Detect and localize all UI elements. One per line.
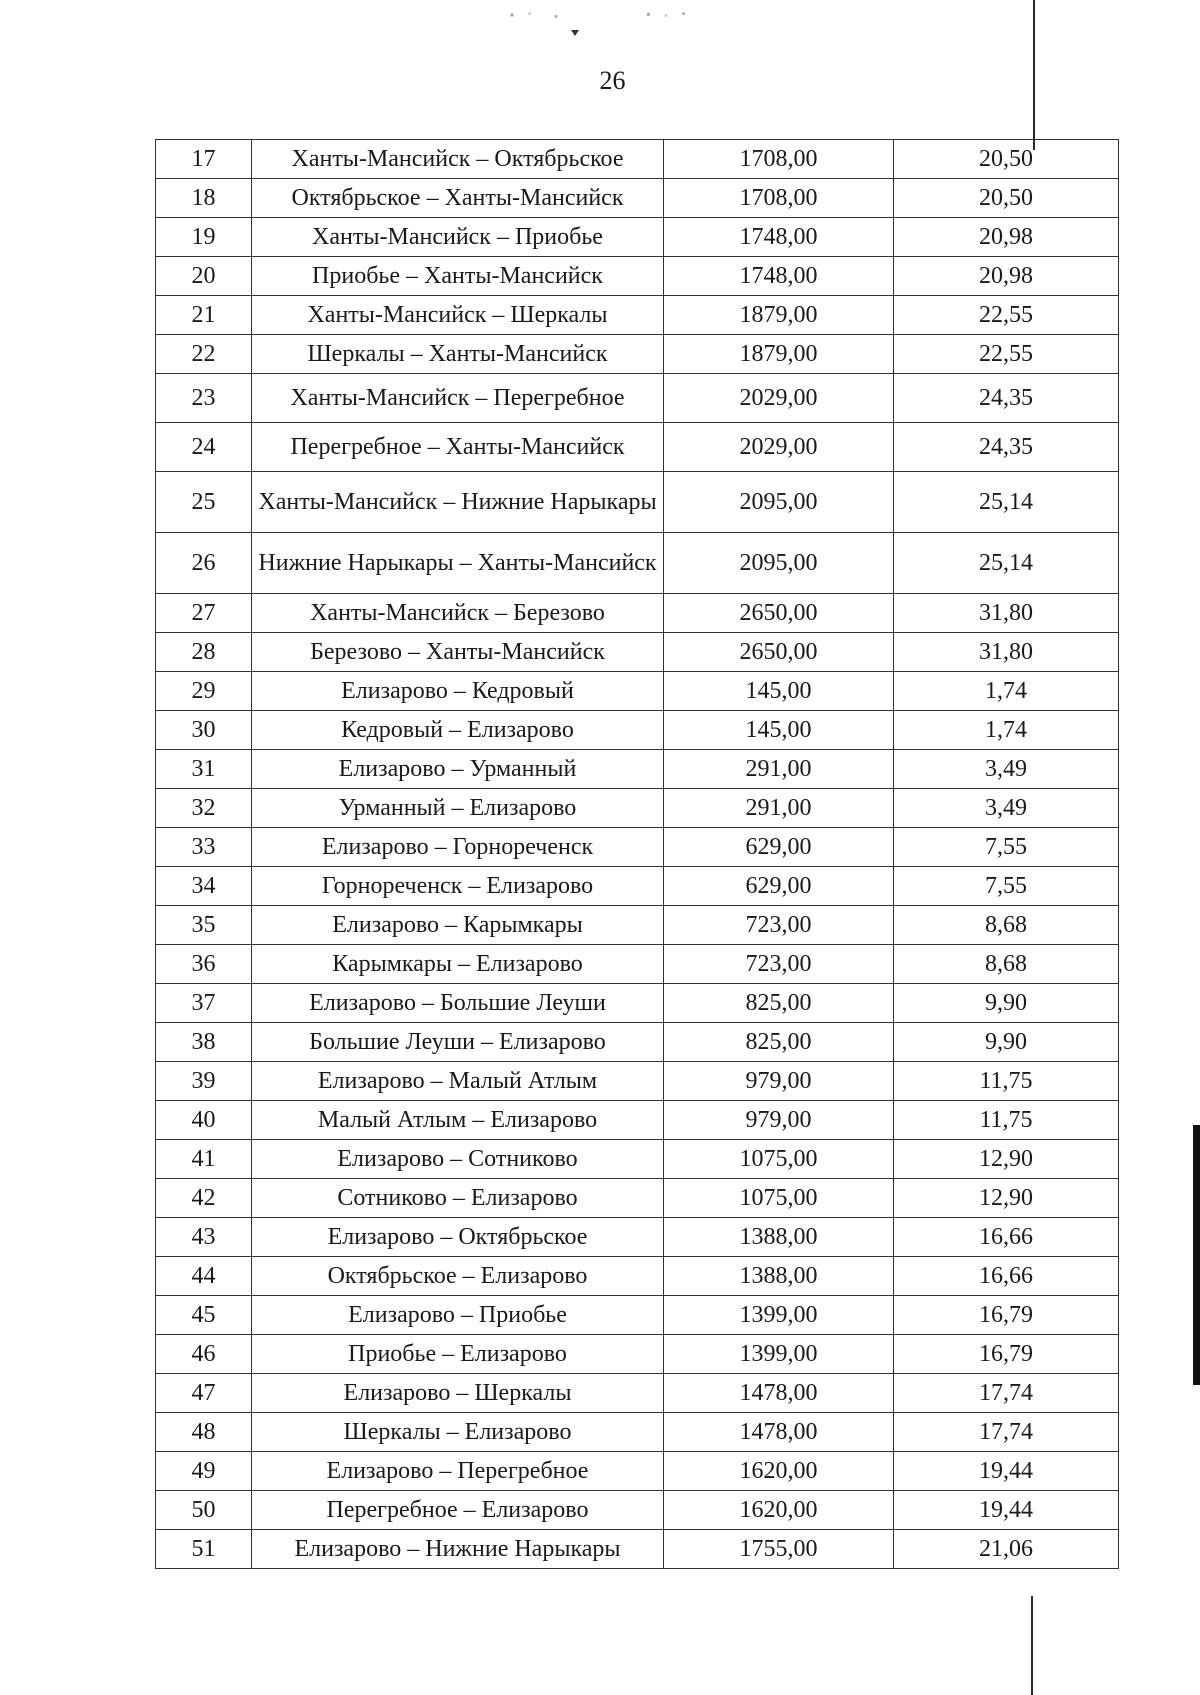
table-row: [156, 1179, 1119, 1218]
fare-table: [155, 139, 1119, 1569]
page-number: 26: [599, 66, 626, 95]
route-name: Малый Атлым – Елизарово: [252, 1101, 664, 1140]
row-number: 31: [156, 750, 252, 789]
table-row: [156, 1257, 1119, 1296]
table-row: [156, 750, 1119, 789]
fare-coefficient: 16,66: [894, 1257, 1119, 1296]
row-number: 30: [156, 711, 252, 750]
fare-price: 1755,00: [664, 1530, 894, 1569]
row-number: 29: [156, 672, 252, 711]
fare-coefficient: 19,44: [894, 1491, 1119, 1530]
table-row: [156, 1491, 1119, 1530]
table-row: [156, 296, 1119, 335]
table-row: [156, 1023, 1119, 1062]
fare-coefficient: 7,55: [894, 867, 1119, 906]
fare-coefficient: 21,06: [894, 1530, 1119, 1569]
fare-price: 629,00: [664, 828, 894, 867]
table-row: [156, 1335, 1119, 1374]
table-row: [156, 472, 1119, 533]
fare-price: 1879,00: [664, 296, 894, 335]
table-row: [156, 374, 1119, 423]
table-row: [156, 1296, 1119, 1335]
row-number: 19: [156, 218, 252, 257]
route-name: Елизарово – Урманный: [252, 750, 664, 789]
table-row: [156, 633, 1119, 672]
route-name: Карымкары – Елизарово: [252, 945, 664, 984]
fare-price: 1620,00: [664, 1452, 894, 1491]
fare-price: 2029,00: [664, 423, 894, 472]
fare-coefficient: 25,14: [894, 533, 1119, 594]
route-name: Нижние Нарыкары – Ханты-Мансийск: [252, 533, 664, 594]
row-number: 22: [156, 335, 252, 374]
table-row: [156, 1452, 1119, 1491]
fare-coefficient: 22,55: [894, 296, 1119, 335]
fare-price: 1708,00: [664, 179, 894, 218]
fare-coefficient: 1,74: [894, 711, 1119, 750]
route-name: Елизарово – Приобье: [252, 1296, 664, 1335]
fare-coefficient: 20,98: [894, 257, 1119, 296]
route-name: Ханты-Мансийск – Перегребное: [252, 374, 664, 423]
fare-price: 2650,00: [664, 594, 894, 633]
fare-coefficient: 20,50: [894, 140, 1119, 179]
fare-coefficient: 8,68: [894, 945, 1119, 984]
row-number: 38: [156, 1023, 252, 1062]
row-number: 28: [156, 633, 252, 672]
row-number: 34: [156, 867, 252, 906]
route-name: Ханты-Мансийск – Шеркалы: [252, 296, 664, 335]
row-number: 36: [156, 945, 252, 984]
fare-coefficient: 16,66: [894, 1218, 1119, 1257]
fare-price: 1748,00: [664, 218, 894, 257]
fare-price: 1748,00: [664, 257, 894, 296]
table-row: [156, 1530, 1119, 1569]
fare-price: 291,00: [664, 750, 894, 789]
table-row: [156, 789, 1119, 828]
fare-coefficient: 17,74: [894, 1374, 1119, 1413]
fare-price: 825,00: [664, 1023, 894, 1062]
fare-price: 1478,00: [664, 1374, 894, 1413]
table-row: [156, 945, 1119, 984]
fare-coefficient: 11,75: [894, 1062, 1119, 1101]
fare-price: 1708,00: [664, 140, 894, 179]
route-name: Елизарово – Шеркалы: [252, 1374, 664, 1413]
row-number: 41: [156, 1140, 252, 1179]
row-number: 43: [156, 1218, 252, 1257]
fare-coefficient: 3,49: [894, 789, 1119, 828]
row-number: 25: [156, 472, 252, 533]
fare-price: 1388,00: [664, 1218, 894, 1257]
scan-edge-bar: [1193, 1125, 1200, 1385]
route-name: Елизарово – Горнореченск: [252, 828, 664, 867]
route-name: Перегребное – Ханты-Мансийск: [252, 423, 664, 472]
scan-noise: [490, 8, 710, 22]
route-name: Сотниково – Елизарово: [252, 1179, 664, 1218]
fare-coefficient: 24,35: [894, 423, 1119, 472]
fare-coefficient: 31,80: [894, 594, 1119, 633]
fare-price: 1879,00: [664, 335, 894, 374]
row-number: 51: [156, 1530, 252, 1569]
route-name: Приобье – Ханты-Мансийск: [252, 257, 664, 296]
row-number: 39: [156, 1062, 252, 1101]
fare-coefficient: 17,74: [894, 1413, 1119, 1452]
fare-coefficient: 25,14: [894, 472, 1119, 533]
fare-coefficient: 3,49: [894, 750, 1119, 789]
fare-price: 2095,00: [664, 472, 894, 533]
table-row: [156, 672, 1119, 711]
fare-coefficient: 1,74: [894, 672, 1119, 711]
scan-mark: [571, 30, 579, 36]
fare-price: 1075,00: [664, 1179, 894, 1218]
table-row: [156, 533, 1119, 594]
table-row: [156, 423, 1119, 472]
row-number: 46: [156, 1335, 252, 1374]
fare-coefficient: 9,90: [894, 984, 1119, 1023]
route-name: Елизарово – Малый Атлым: [252, 1062, 664, 1101]
fare-price: 291,00: [664, 789, 894, 828]
row-number: 40: [156, 1101, 252, 1140]
row-number: 50: [156, 1491, 252, 1530]
fare-price: 825,00: [664, 984, 894, 1023]
route-name: Кедровый – Елизарово: [252, 711, 664, 750]
row-number: 45: [156, 1296, 252, 1335]
table-row: [156, 1140, 1119, 1179]
fare-price: 1620,00: [664, 1491, 894, 1530]
row-number: 17: [156, 140, 252, 179]
fare-price: 1399,00: [664, 1335, 894, 1374]
fare-price: 145,00: [664, 711, 894, 750]
fare-price: 629,00: [664, 867, 894, 906]
route-name: Березово – Ханты-Мансийск: [252, 633, 664, 672]
route-name: Октябрьское – Ханты-Мансийск: [252, 179, 664, 218]
row-number: 48: [156, 1413, 252, 1452]
route-name: Шеркалы – Ханты-Мансийск: [252, 335, 664, 374]
table-row: [156, 984, 1119, 1023]
table-row: [156, 257, 1119, 296]
table-row: [156, 594, 1119, 633]
row-number: 18: [156, 179, 252, 218]
fare-coefficient: 31,80: [894, 633, 1119, 672]
route-name: Елизарово – Октябрьское: [252, 1218, 664, 1257]
fare-coefficient: 8,68: [894, 906, 1119, 945]
route-name: Октябрьское – Елизарово: [252, 1257, 664, 1296]
table-row: [156, 218, 1119, 257]
row-number: 37: [156, 984, 252, 1023]
scan-edge-line-bottom: [1031, 1596, 1033, 1695]
fare-coefficient: 11,75: [894, 1101, 1119, 1140]
fare-coefficient: 16,79: [894, 1296, 1119, 1335]
fare-price: 723,00: [664, 945, 894, 984]
route-name: Елизарово – Кедровый: [252, 672, 664, 711]
row-number: 24: [156, 423, 252, 472]
table-row: [156, 1374, 1119, 1413]
table-row: [156, 1062, 1119, 1101]
row-number: 47: [156, 1374, 252, 1413]
fare-coefficient: 16,79: [894, 1335, 1119, 1374]
table-row: [156, 1413, 1119, 1452]
fare-price: 1388,00: [664, 1257, 894, 1296]
fare-coefficient: 24,35: [894, 374, 1119, 423]
table-row: [156, 179, 1119, 218]
row-number: 20: [156, 257, 252, 296]
route-name: Урманный – Елизарово: [252, 789, 664, 828]
fare-coefficient: 19,44: [894, 1452, 1119, 1491]
fare-price: 2650,00: [664, 633, 894, 672]
table-row: [156, 140, 1119, 179]
fare-price: 979,00: [664, 1101, 894, 1140]
fare-price: 979,00: [664, 1062, 894, 1101]
route-name: Елизарово – Нижние Нарыкары: [252, 1530, 664, 1569]
route-name: Елизарово – Большие Леуши: [252, 984, 664, 1023]
fare-coefficient: 9,90: [894, 1023, 1119, 1062]
fare-price: 2095,00: [664, 533, 894, 594]
row-number: 44: [156, 1257, 252, 1296]
fare-price: 2029,00: [664, 374, 894, 423]
table-row: [156, 867, 1119, 906]
fare-price: 723,00: [664, 906, 894, 945]
route-name: Елизарово – Карымкары: [252, 906, 664, 945]
route-name: Елизарово – Перегребное: [252, 1452, 664, 1491]
fare-coefficient: 12,90: [894, 1140, 1119, 1179]
table-row: [156, 711, 1119, 750]
route-name: Ханты-Мансийск – Приобье: [252, 218, 664, 257]
table-row: [156, 828, 1119, 867]
row-number: 42: [156, 1179, 252, 1218]
route-name: Ханты-Мансийск – Нижние Нарыкары: [252, 472, 664, 533]
row-number: 33: [156, 828, 252, 867]
fare-price: 1075,00: [664, 1140, 894, 1179]
fare-coefficient: 12,90: [894, 1179, 1119, 1218]
table-row: [156, 335, 1119, 374]
route-name: Приобье – Елизарово: [252, 1335, 664, 1374]
route-name: Ханты-Мансийск – Березово: [252, 594, 664, 633]
route-name: Ханты-Мансийск – Октябрьское: [252, 140, 664, 179]
route-name: Горнореченск – Елизарово: [252, 867, 664, 906]
route-name: Елизарово – Сотниково: [252, 1140, 664, 1179]
route-name: Большие Леуши – Елизарово: [252, 1023, 664, 1062]
fare-price: 145,00: [664, 672, 894, 711]
fare-coefficient: 20,98: [894, 218, 1119, 257]
row-number: 26: [156, 533, 252, 594]
route-name: Перегребное – Елизарово: [252, 1491, 664, 1530]
table-row: [156, 1101, 1119, 1140]
table-row: [156, 1218, 1119, 1257]
row-number: 21: [156, 296, 252, 335]
row-number: 32: [156, 789, 252, 828]
fare-table-body: [156, 140, 1119, 1569]
fare-coefficient: 20,50: [894, 179, 1119, 218]
route-name: Шеркалы – Елизарово: [252, 1413, 664, 1452]
fare-coefficient: 7,55: [894, 828, 1119, 867]
row-number: 27: [156, 594, 252, 633]
row-number: 23: [156, 374, 252, 423]
table-row: [156, 906, 1119, 945]
fare-coefficient: 22,55: [894, 335, 1119, 374]
fare-price: 1399,00: [664, 1296, 894, 1335]
fare-price: 1478,00: [664, 1413, 894, 1452]
row-number: 35: [156, 906, 252, 945]
row-number: 49: [156, 1452, 252, 1491]
